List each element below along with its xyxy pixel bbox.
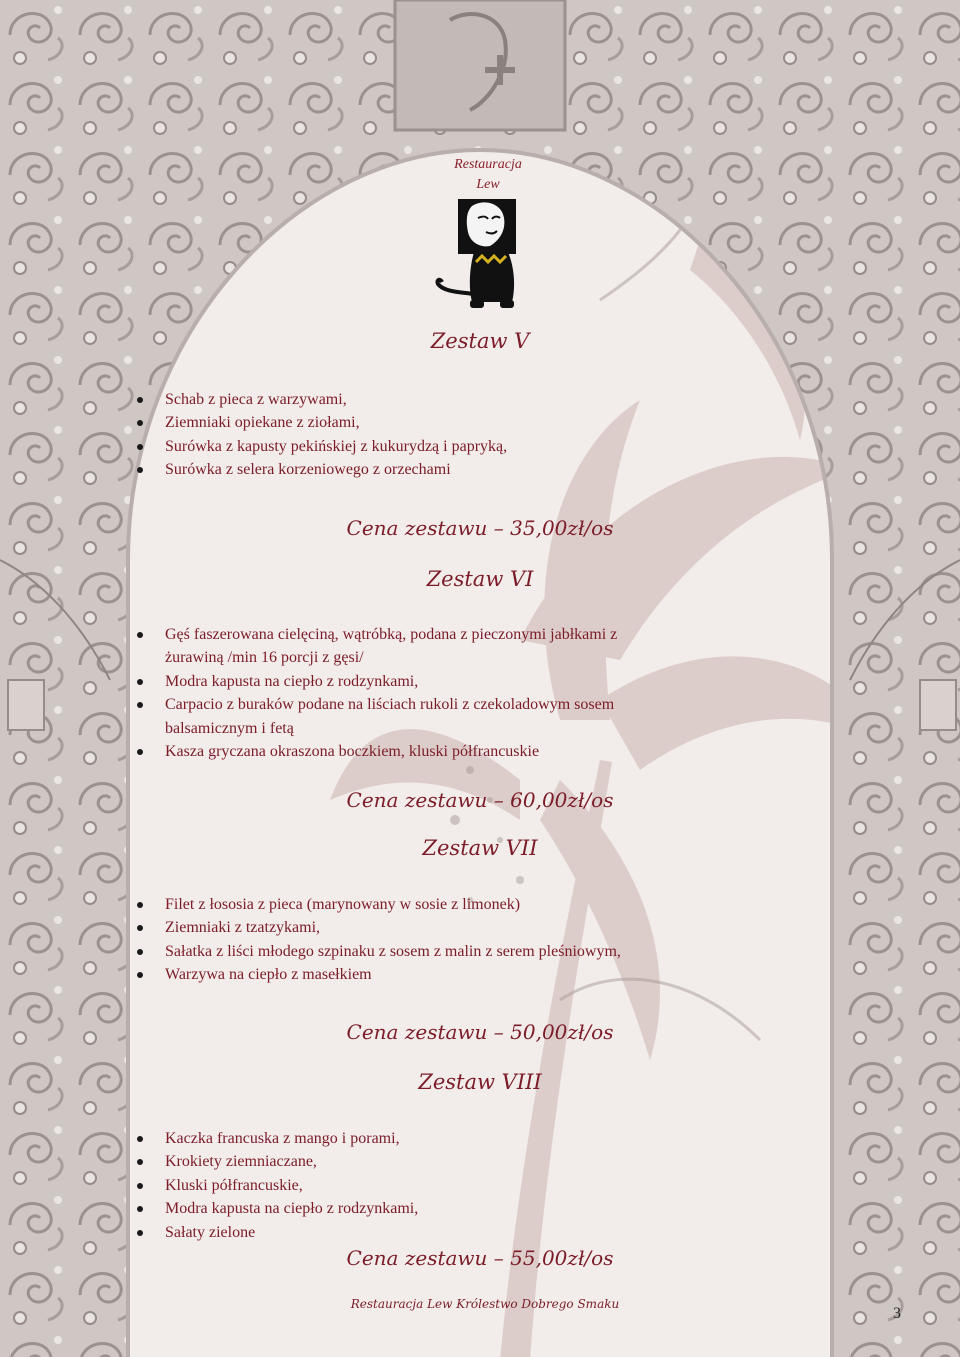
list-item: Kaczka francuska z mango i porami, <box>133 1127 733 1150</box>
list-item: Gęś faszerowana cielęciną, wątróbką, podana z pieczonymi jabłkami z żurawiną /min 16 porcji z gęsi/ <box>133 623 673 670</box>
page-number: 3 <box>893 1305 901 1322</box>
set-title: Zestaw VIII <box>418 1070 542 1094</box>
list-item: Warzywa na ciepło z masełkiem <box>133 963 733 986</box>
list-item: Sałatka z liści młodego szpinaku z sosem z malin z serem pleśniowym, <box>133 940 733 963</box>
set-title: Zestaw VI <box>426 567 534 591</box>
list-item: Ziemniaki z tzatzykami, <box>133 916 733 939</box>
list-item: Ziemniaki opiekane z ziołami, <box>133 411 733 434</box>
list-item: Kasza gryczana okraszona boczkiem, kluski półfrancuskie <box>133 740 673 763</box>
set-title: Zestaw V <box>430 329 530 353</box>
set-items-list <box>133 388 733 482</box>
brand-line-1: Restauracja <box>454 157 522 172</box>
list-item: Filet z łososia z pieca (marynowany w sosie z limonek) <box>133 893 733 916</box>
list-item: Kluski półfrancuskie, <box>133 1174 733 1197</box>
list-item: Surówka z kapusty pekińskiej z kukurydzą i papryką, <box>133 435 733 458</box>
list-item: Modra kapusta na ciepło z rodzynkami, <box>133 1197 733 1220</box>
list-item: Sałaty zielone <box>133 1221 733 1244</box>
set-price: Cena zestawu – 35,00zł/os <box>346 516 614 540</box>
set-price: Cena zestawu – 55,00zł/os <box>346 1246 614 1270</box>
brand-line-2: Lew <box>476 177 500 192</box>
set-price: Cena zestawu – 50,00zł/os <box>346 1020 614 1044</box>
set-items-list <box>133 1127 733 1244</box>
lion-logo <box>430 196 530 316</box>
list-item: Schab z pieca z warzywami, <box>133 388 733 411</box>
list-item: Surówka z selera korzeniowego z orzechami <box>133 458 733 481</box>
list-item: Modra kapusta na ciepło z rodzynkami, <box>133 670 673 693</box>
set-price: Cena zestawu – 60,00zł/os <box>346 788 614 812</box>
set-items-list <box>133 893 733 987</box>
footer-tagline: Restauracja Lew Królestwo Dobrego Smaku <box>350 1297 620 1311</box>
set-title: Zestaw VII <box>422 836 538 860</box>
list-item: Krokiety ziemniaczane, <box>133 1150 733 1173</box>
set-items-list <box>133 623 673 763</box>
restaurant-brand <box>420 155 556 195</box>
list-item: Carpacio z buraków podane na liściach rukoli z czekoladowym sosem balsamicznym i fetą <box>133 693 673 740</box>
